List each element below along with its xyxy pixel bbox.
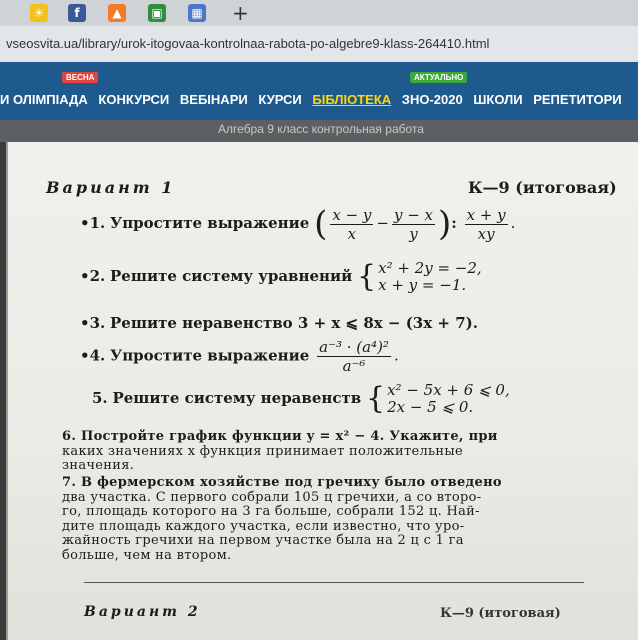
- site-navigation: [0, 62, 638, 120]
- task-4: •4. Упростите выражение $\frac{\text{a⁻³ · (a⁴)²}}{\text{a⁻⁶}}$ .: [80, 338, 399, 375]
- page-subheader: [0, 120, 638, 142]
- fraction-x-plus-y-over-xy: $\frac{x + y}{xy}$: [466, 205, 506, 243]
- variant-1-heading: Вариант 1: [46, 178, 176, 197]
- task-6: 6. Постройте график функции y = x² − 4. Укажите, при каких значениях x функция принимает положительные значения.: [62, 429, 498, 473]
- address-bar[interactable]: [0, 26, 638, 63]
- nav-item-schools[interactable]: ШКОЛИ: [473, 92, 523, 107]
- fraction-powers-of-a: $\frac{\text{a⁻³ · (a⁴)²}}{\text{a⁻⁶}}$: [319, 338, 389, 375]
- url-text[interactable]: vseosvita.ua/library/urok-itogovaa-kontrolnaa-rabota-po-algebre9-klass-264410.html: [6, 36, 490, 51]
- browser-tab-bar: [0, 0, 638, 26]
- task-3: •3. Решите неравенство 3 + x ⩽ 8x − (3x + 7).: [80, 314, 478, 332]
- document-page: [6, 142, 638, 640]
- fraction-x-y-over-x: $\frac{x - y}{x}$: [332, 205, 372, 243]
- nav-item-zno[interactable]: ЗНО-2020: [401, 92, 463, 107]
- test-code-heading-2: К—9 (итоговая): [440, 606, 561, 621]
- task-1: •1. Упростите выражение ( $\frac{x - y}{x}$ − $\frac{y - x}{y}$ ): $\frac{x + y}{xy}$ .: [80, 204, 516, 244]
- facebook-icon[interactable]: f: [68, 4, 86, 22]
- variant-2-heading: Вариант 2: [84, 604, 201, 620]
- nav-badge-spring: ВЕСНА: [62, 72, 98, 83]
- nav-badge-actual: АКТУАЛЬНО: [410, 72, 467, 83]
- warning-icon[interactable]: ▲: [108, 4, 126, 22]
- task-5: 5. Решите систему неравенств { x² − 5x + 6 ⩽ 0, 2x − 5 ⩽ 0.: [92, 381, 510, 416]
- task-2: •2. Решите систему уравнений { x² + 2y = −2, x + y = −1.: [80, 259, 482, 294]
- nav-item-library[interactable]: БІБЛІОТЕКА: [312, 92, 392, 107]
- page-hint-text: Алгебра 9 класс контрольная работа: [218, 122, 424, 136]
- nav-item-tutors[interactable]: РЕПЕТИТОРИ: [533, 92, 622, 107]
- nav-item-contests[interactable]: КОНКУРСИ: [98, 92, 170, 107]
- task-7: 7. В фермерском хозяйстве под гречиху было отведено два участка. С первого собрали 105 ц гречихи, а со второ- го, площадь которого на 3 га больше, собрали 152 ц. Най- дите площадь каждого участка, если известно, что уро- жайность гречихи на первом участке была на 2 ц с 1 га больше, чем на втором.: [62, 475, 502, 563]
- new-tab-button[interactable]: +: [232, 1, 249, 25]
- nav-menu: [0, 92, 629, 107]
- fraction-y-x-over-y: $\frac{y - x}{y}$: [393, 205, 434, 243]
- nav-item-olympiad[interactable]: И ОЛІМПІАДА: [0, 92, 88, 107]
- section-divider: [84, 582, 584, 583]
- nav-item-webinars[interactable]: ВЕБІНАРИ: [179, 92, 248, 107]
- image-tab-icon[interactable]: ▣: [148, 4, 166, 22]
- grid-tab-icon[interactable]: ▦: [188, 4, 206, 22]
- sun-icon[interactable]: ☀: [30, 4, 48, 22]
- test-code-heading: К—9 (итоговая): [468, 178, 617, 197]
- nav-item-courses[interactable]: КУРСИ: [258, 92, 302, 107]
